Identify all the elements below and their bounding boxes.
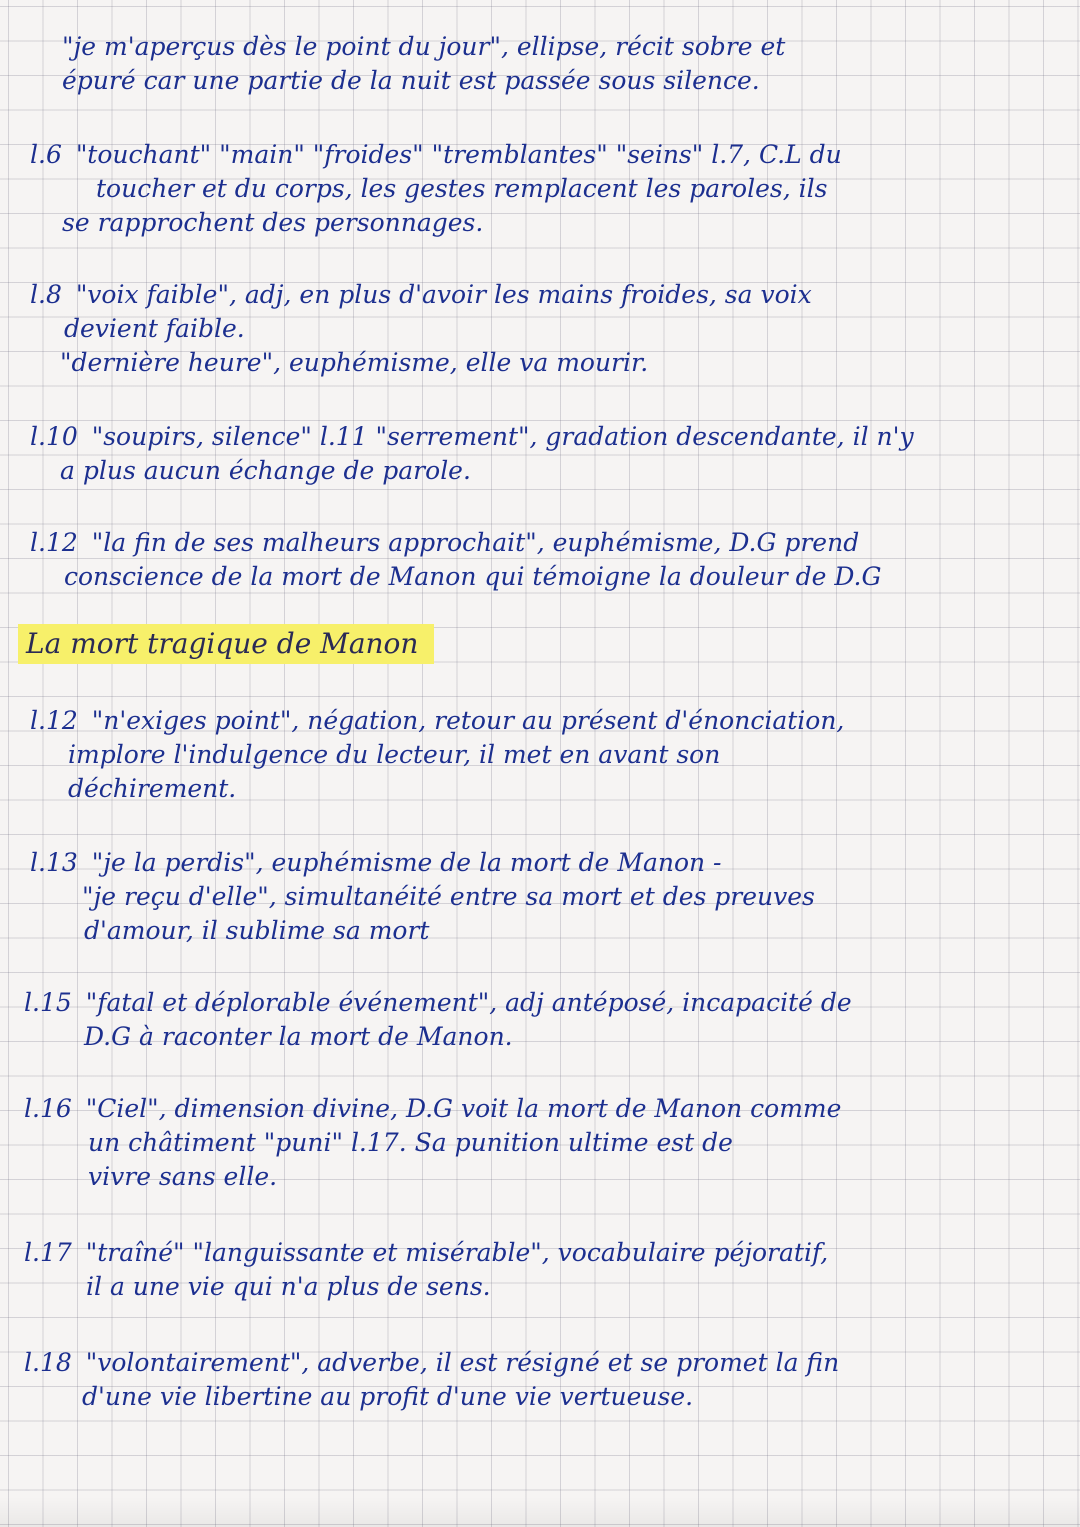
note-2-line-ref: l.8 [30, 280, 62, 309]
note-6 [30, 846, 815, 948]
note-5 [30, 704, 844, 806]
note-8-line-1: un châtiment "puni" l.17. Sa punition ultime est de [88, 1128, 733, 1157]
note-6-line-ref: l.13 [30, 848, 78, 877]
note-8-line-0: "Ciel", dimension divine, D.G voit la mort de Manon comme [85, 1094, 842, 1123]
note-10-line-ref: l.18 [24, 1348, 72, 1377]
note-3 [30, 420, 914, 488]
note-7-line-1: D.G à raconter la mort de Manon. [84, 1022, 513, 1051]
note-5-line-ref: l.12 [30, 706, 78, 735]
note-1-line-1: toucher et du corps, les gestes remplacent les paroles, ils [96, 174, 828, 203]
note-9-line-1: il a une vie qui n'a plus de sens. [86, 1272, 491, 1301]
note-10 [24, 1346, 839, 1414]
note-2-line-0: "voix faible", adj, en plus d'avoir les mains froides, sa voix [75, 280, 812, 309]
note-2 [30, 278, 812, 380]
note-2-line-2: "dernière heure", euphémisme, elle va mourir. [60, 348, 649, 377]
note-6-line-2: d'amour, il sublime sa mort [84, 916, 430, 945]
note-7 [24, 986, 852, 1054]
note-6-line-1: "je reçu d'elle", simultanéité entre sa mort et des preuves [82, 882, 815, 911]
note-0 [62, 30, 785, 98]
note-0-line-0: "je m'aperçus dès le point du jour", ellipse, récit sobre et [62, 32, 786, 61]
note-3-line-1: a plus aucun échange de parole. [60, 456, 471, 485]
note-8 [24, 1092, 841, 1194]
note-9-line-0: "traîné" "languissante et misérable", vocabulaire péjoratif, [85, 1238, 829, 1267]
note-3-line-ref: l.10 [30, 422, 78, 451]
note-5-line-1: implore l'indulgence du lecteur, il met en avant son [68, 740, 721, 769]
note-9-line-ref: l.17 [24, 1238, 72, 1267]
note-1-line-ref: l.6 [30, 140, 62, 169]
note-3-line-0: "soupirs, silence" l.11 "serrement", gradation descendante, il n'y [91, 422, 914, 451]
note-1-line-2: se rapprochent des personnages. [62, 208, 484, 237]
note-4 [30, 526, 881, 594]
note-2-line-1: devient faible. [64, 314, 245, 343]
section-heading: La mort tragique de Manon [18, 624, 434, 664]
note-10-line-0: "volontairement", adverbe, il est résigné et se promet la fin [85, 1348, 840, 1377]
note-7-line-0: "fatal et déplorable événement", adj antéposé, incapacité de [85, 988, 852, 1017]
note-5-line-2: déchirement. [68, 774, 237, 803]
note-8-line-2: vivre sans elle. [88, 1162, 278, 1191]
note-10-line-1: d'une vie libertine au profit d'une vie vertueuse. [82, 1382, 694, 1411]
note-4-line-1: conscience de la mort de Manon qui témoigne la douleur de D.G [64, 562, 882, 591]
note-7-line-ref: l.15 [24, 988, 72, 1017]
note-5-line-0: "n'exiges point", négation, retour au présent d'énonciation, [91, 706, 845, 735]
page-bottom-shadow [0, 1497, 1080, 1527]
note-0-line-1: épuré car une partie de la nuit est passée sous silence. [62, 66, 760, 95]
note-4-line-0: "la fin de ses malheurs approchait", euphémisme, D.G prend [91, 528, 860, 557]
note-9 [24, 1236, 828, 1304]
note-4-line-ref: l.12 [30, 528, 78, 557]
note-1 [30, 138, 842, 240]
note-6-line-0: "je la perdis", euphémisme de la mort de Manon - [91, 848, 722, 877]
note-1-line-0: "touchant" "main" "froides" "tremblantes" "seins" l.7, C.L du [75, 140, 842, 169]
note-8-line-ref: l.16 [24, 1094, 72, 1123]
